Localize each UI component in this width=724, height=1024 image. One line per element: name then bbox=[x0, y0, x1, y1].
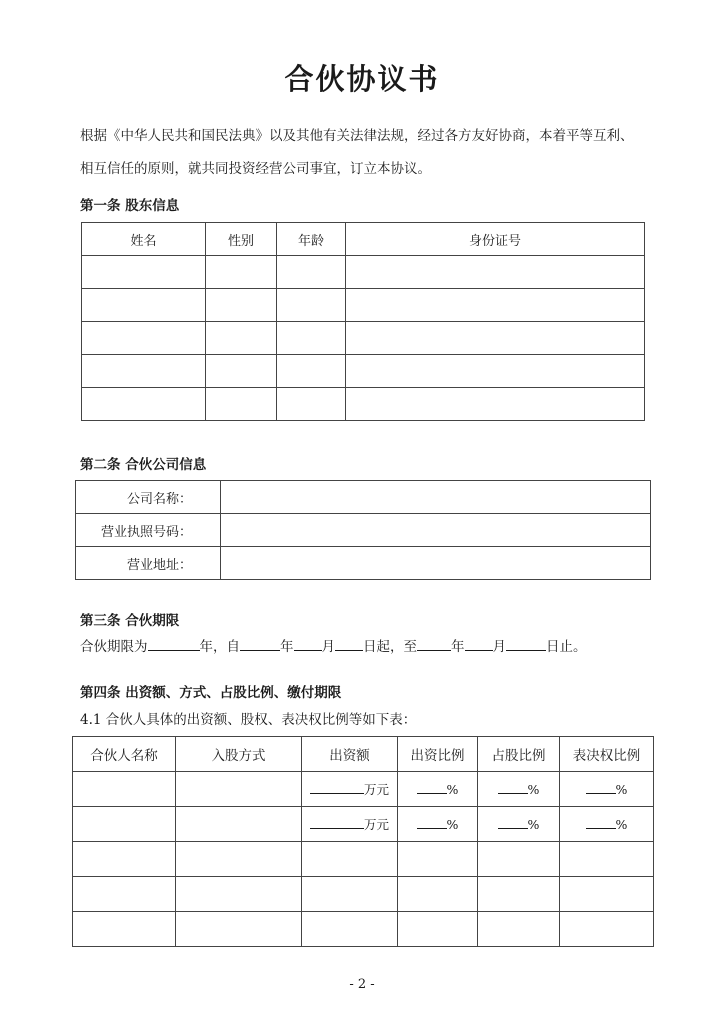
column-header-partner-name: 合伙人名称 bbox=[73, 737, 176, 772]
cell-name[interactable] bbox=[82, 289, 206, 322]
article2-heading: 第二条 合伙公司信息 bbox=[80, 457, 207, 473]
column-header-voting-ratio: 表决权比例 bbox=[560, 737, 654, 772]
cell-voting-ratio[interactable]: % bbox=[560, 772, 654, 807]
cell-age[interactable] bbox=[277, 355, 346, 388]
cell-partner-name[interactable] bbox=[73, 807, 176, 842]
cell-age[interactable] bbox=[277, 388, 346, 421]
cell-age[interactable] bbox=[277, 256, 346, 289]
table-row bbox=[82, 355, 645, 388]
blank-start-month[interactable] bbox=[294, 636, 322, 651]
blank-end-year[interactable] bbox=[417, 636, 451, 651]
table-row bbox=[73, 877, 654, 912]
cell-share-ratio[interactable]: % bbox=[478, 772, 560, 807]
cell-id[interactable] bbox=[346, 256, 645, 289]
cell-age[interactable] bbox=[277, 322, 346, 355]
table-row bbox=[73, 772, 654, 807]
period-text: 日止。 bbox=[546, 639, 587, 655]
cell-partner-name[interactable] bbox=[73, 772, 176, 807]
table-row bbox=[82, 322, 645, 355]
business-license-field[interactable] bbox=[221, 514, 651, 547]
article4-heading: 第四条 出资额、方式、占股比例、缴付期限 bbox=[80, 685, 342, 701]
table-row bbox=[73, 842, 654, 877]
blank-start-day[interactable] bbox=[335, 636, 363, 651]
cell-age[interactable] bbox=[277, 289, 346, 322]
table-row bbox=[82, 256, 645, 289]
partnership-period-line bbox=[80, 635, 587, 655]
cell-id[interactable] bbox=[346, 289, 645, 322]
cell-id[interactable] bbox=[346, 322, 645, 355]
column-header-id: 身份证号 bbox=[346, 223, 645, 256]
period-text: 年 bbox=[451, 639, 465, 655]
cell-gender[interactable] bbox=[206, 289, 277, 322]
cell-gender[interactable] bbox=[206, 388, 277, 421]
intro-line-2: 相互信任的原则，就共同投资经营公司事宜，订立本协议。 bbox=[80, 161, 431, 177]
business-license-label: 营业执照号码： bbox=[76, 514, 221, 547]
document-title: 合伙协议书 bbox=[284, 62, 440, 96]
column-header-gender: 性别 bbox=[206, 223, 277, 256]
cell-contribution-ratio[interactable]: % bbox=[398, 772, 478, 807]
cell-name[interactable] bbox=[82, 388, 206, 421]
page-number: - 2 - bbox=[349, 977, 375, 992]
business-address-label: 营业地址： bbox=[76, 547, 221, 580]
cell-voting-ratio[interactable]: % bbox=[560, 807, 654, 842]
cell-contribution-method[interactable] bbox=[176, 772, 302, 807]
blank-start-year[interactable] bbox=[240, 636, 280, 651]
column-header-amount: 出资额 bbox=[302, 737, 398, 772]
table-row bbox=[82, 289, 645, 322]
column-header-name: 姓名 bbox=[82, 223, 206, 256]
cell-contribution-method[interactable] bbox=[176, 807, 302, 842]
cell-id[interactable] bbox=[346, 388, 645, 421]
period-text: 月 bbox=[321, 639, 335, 655]
intro-line-1: 根据《中华人民共和国民法典》以及其他有关法律法规，经过各方友好协商，本着平等互利、 bbox=[80, 128, 634, 144]
table-row bbox=[73, 807, 654, 842]
intro-paragraph bbox=[80, 120, 660, 186]
blank-end-month[interactable] bbox=[465, 636, 493, 651]
company-name-label: 公司名称： bbox=[76, 481, 221, 514]
table-header-row bbox=[82, 223, 645, 256]
cell-share-ratio[interactable]: % bbox=[478, 807, 560, 842]
period-text: 月 bbox=[492, 639, 506, 655]
cell-amount[interactable]: 万元 bbox=[302, 807, 398, 842]
column-header-share-ratio: 占股比例 bbox=[478, 737, 560, 772]
column-header-contribution-method: 入股方式 bbox=[176, 737, 302, 772]
cell-gender[interactable] bbox=[206, 355, 277, 388]
blank-end-day[interactable] bbox=[506, 636, 546, 651]
table-row bbox=[76, 481, 651, 514]
cell-gender[interactable] bbox=[206, 322, 277, 355]
column-header-age: 年龄 bbox=[277, 223, 346, 256]
period-text: 年 bbox=[280, 639, 294, 655]
cell-contribution-ratio[interactable]: % bbox=[398, 807, 478, 842]
period-text: 年，自 bbox=[199, 639, 240, 655]
cell-gender[interactable] bbox=[206, 256, 277, 289]
period-text: 日起，至 bbox=[363, 639, 417, 655]
article1-heading: 第一条 股东信息 bbox=[80, 198, 180, 214]
cell-name[interactable] bbox=[82, 322, 206, 355]
table-header-row bbox=[73, 737, 654, 772]
cell-name[interactable] bbox=[82, 256, 206, 289]
table-row bbox=[82, 388, 645, 421]
shareholder-table bbox=[81, 222, 645, 421]
cell-name[interactable] bbox=[82, 355, 206, 388]
company-name-field[interactable] bbox=[221, 481, 651, 514]
blank-duration-years[interactable] bbox=[148, 636, 200, 651]
article3-heading: 第三条 合伙期限 bbox=[80, 613, 180, 629]
article4-subclause: 4.1 合伙人具体的出资额、股权、表决权比例等如下表： bbox=[80, 712, 417, 728]
company-info-table bbox=[75, 480, 651, 580]
capital-contribution-table bbox=[72, 736, 654, 947]
column-header-contribution-ratio: 出资比例 bbox=[398, 737, 478, 772]
business-address-field[interactable] bbox=[221, 547, 651, 580]
table-row bbox=[76, 547, 651, 580]
period-text: 合伙期限为 bbox=[80, 639, 148, 655]
cell-id[interactable] bbox=[346, 355, 645, 388]
table-row bbox=[73, 912, 654, 947]
table-row bbox=[76, 514, 651, 547]
cell-amount[interactable]: 万元 bbox=[302, 772, 398, 807]
